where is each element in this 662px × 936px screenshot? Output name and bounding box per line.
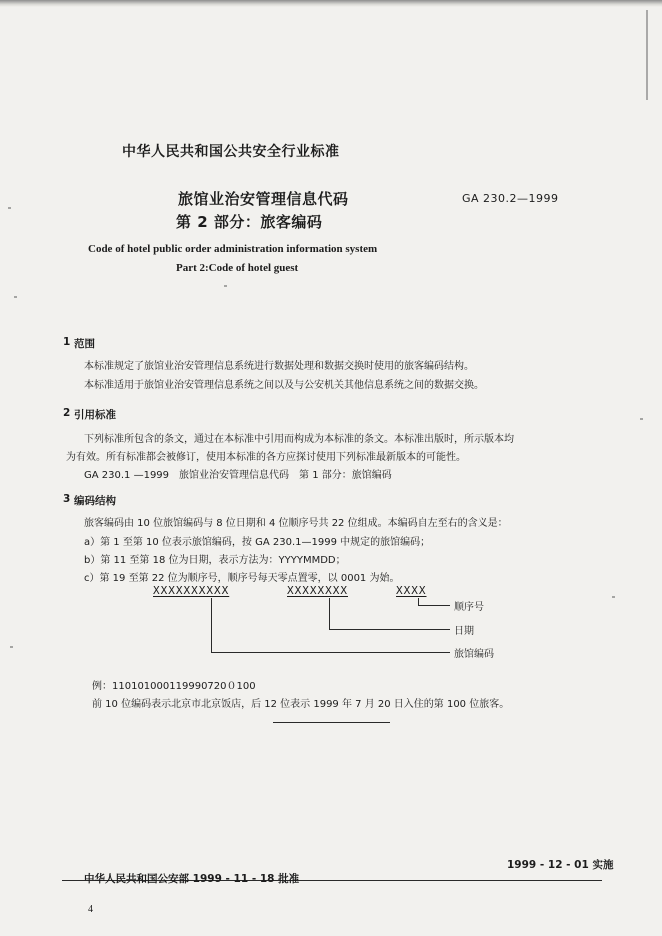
standard-code: GA 230.2—1999 — [462, 192, 559, 205]
list-item-a: a）第 1 至第 10 位表示旅馆编码，按 GA 230.1—1999 中规定的旅馆编码； — [84, 537, 431, 548]
example-code: 例：110101000119990720０100 — [92, 681, 256, 692]
scan-speck — [14, 296, 17, 298]
section-2-paragraph: 下列标准所包含的条文，通过在本标准中引用而构成为本标准的条文。本标准出版时，所示版本均 — [84, 434, 514, 445]
section-3-heading: 编码结构 — [74, 495, 116, 507]
list-item-c: c）第 19 至第 22 位为顺序号，顺序号每天零点置零，以 0001 为始。 — [84, 573, 400, 584]
label-sequence: 顺序号 — [454, 602, 484, 613]
end-rule — [273, 722, 390, 723]
referenced-standard: GA 230.1 —1999 旅馆业治安管理信息代码 第 1 部分：旅馆编码 — [84, 470, 392, 481]
title-line-2: 第 2 部分：旅客编码 — [176, 213, 323, 231]
section-2-heading: 引用标准 — [74, 409, 116, 421]
hotel-code-placeholder: XXXXXXXXXX — [153, 584, 230, 597]
date-placeholder: XXXXXXXX — [287, 584, 348, 597]
section-1-heading: 范围 — [74, 338, 95, 350]
scan-speck — [8, 207, 11, 209]
approval-line: 中华人民共和国公安部 1999 - 11 - 18 批准 — [84, 873, 300, 885]
connector-hotel-vertical — [211, 598, 212, 653]
english-title-line-1: Code of hotel public order administration information system — [88, 243, 378, 255]
title-line-1: 旅馆业治安管理信息代码 — [178, 190, 349, 208]
scan-edge-top — [0, 0, 662, 7]
scan-speck — [640, 418, 643, 420]
label-hotel-code: 旅馆编码 — [454, 649, 494, 660]
section-1-paragraph: 本标准规定了旅馆业治安管理信息系统进行数据处理和数据交换时使用的旅客编码结构。 — [84, 361, 474, 372]
english-title-line-2: Part 2:Code of hotel guest — [176, 262, 299, 274]
page-number: 4 — [88, 904, 93, 915]
connector-sequence-horizontal — [418, 605, 450, 606]
scan-speck — [224, 285, 227, 287]
scan-speck — [10, 646, 13, 648]
section-3-number: 3 — [63, 493, 71, 505]
section-3-paragraph: 旅客编码由 10 位旅馆编码与 8 位日期和 4 位顺序号共 22 位组成。本编码自左至右的含义是： — [84, 518, 508, 529]
sequence-placeholder: XXXX — [396, 584, 427, 597]
connector-date-horizontal — [329, 629, 450, 630]
section-1-paragraph: 本标准适用于旅馆业治安管理信息系统之间以及与公安机关其他信息系统之间的数据交换。 — [84, 380, 484, 391]
label-date: 日期 — [454, 626, 474, 637]
connector-hotel-horizontal — [211, 652, 450, 653]
scan-edge-right — [646, 10, 648, 100]
section-1-number: 1 — [63, 336, 71, 348]
section-2-number: 2 — [63, 407, 71, 419]
connector-date-vertical — [329, 598, 330, 630]
example-explanation: 前 10 位编码表示北京市北京饭店，后 12 位表示 1999 年 7 月 20 日入住的第 100 位旅客。 — [92, 699, 510, 710]
industry-standard-heading: 中华人民共和国公共安全行业标准 — [122, 144, 340, 160]
scan-speck — [612, 596, 615, 598]
list-item-b: b）第 11 至第 18 位为日期，表示方法为：YYYYMMDD； — [84, 555, 346, 566]
section-2-paragraph: 为有效。所有标准都会被修订，使用本标准的各方应探讨使用下列标准最新版本的可能性。 — [66, 452, 466, 463]
effective-date: 1999 - 12 - 01 实施 — [507, 859, 614, 871]
